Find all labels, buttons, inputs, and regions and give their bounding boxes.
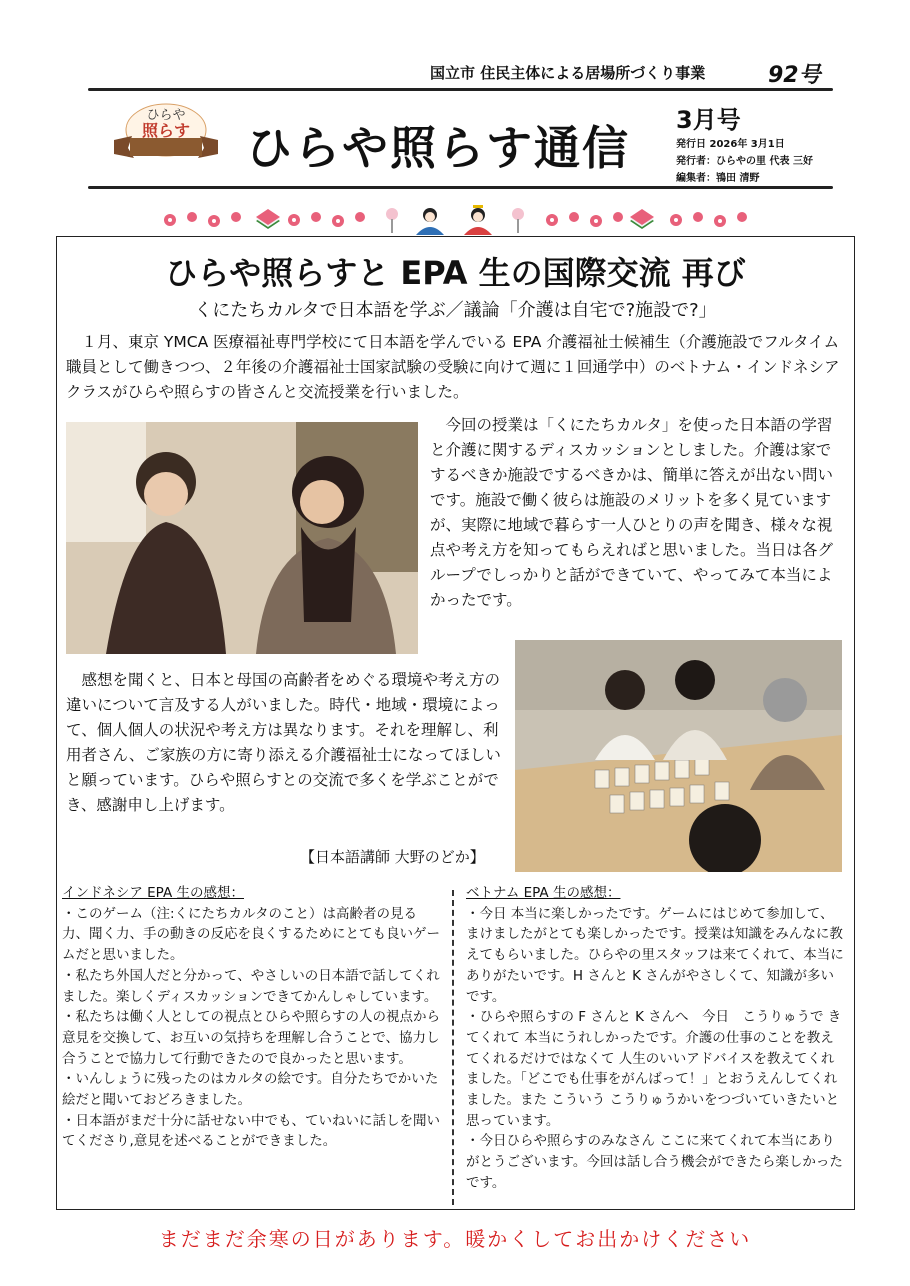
photo-students-talking [66,422,418,654]
column-divider [452,890,454,1205]
issue-month: 3月号 [676,106,741,134]
impressions-vietnam [466,883,846,1194]
list-item: ・私たち外国人だと分かって、やさしいの日本語で話してくれました。楽しくディスカッションできてかんしゃしています。 [62,967,440,1005]
issue-date: 発行日 2026年 3月1日 [676,139,785,150]
issue-number: 92号 [768,63,821,88]
article-paragraph-2: 感想を聞くと、日本と母国の高齢者をめぐる環境や考え方の違いについて言及する人がいました。時代・地域・環境によって、個人個人の状況や考え方は異なります。それを理解し、利用者さん、ご家族の方に寄り添える介護福祉士になってほしいと願っています。ひらや照らすとの交流で多くを学ぶことができ、感謝申し上げます。 [66,671,501,814]
impressions-indonesia [62,883,442,1152]
list-item: ・ひらや照らすの F さんと K さんへ 今日 こうりゅうで きてくれて 本当にうれしかったです。介護の仕事のことを教えてくれるだけではなくて 人生のいいアドバイスを教えてくれました。「どこでも仕事をがんばって！」とおうえんしてくれました。また こういう こうりゅうかいをつづいていきたいと思っています。 [466,1009,842,1129]
list-item: ・私たちは働く人としての視点とひらや照らすの人の視点から意見を交換して、お互いの気持ちを理解し合うことで、協力し合うことで協力して行動できたので良かったと思います。 [62,1009,440,1067]
footer-message: まだまだ余寒の日があります。暖かくしてお出かけください [158,1227,752,1251]
newsletter-title: ひらや照らす通信 [246,121,630,175]
article-signature: 【日本語講師 大野のどか】 [300,848,485,866]
plum-blossom-border-icon [160,205,750,235]
masthead-top-rule [88,88,833,91]
impressions-indonesia-title: インドネシア EPA 生の感想： [62,885,244,901]
editor-line: 編集者：鴇田 清野 [676,173,760,184]
publisher-org: 国立市 住民主体による居場所づくり事業 [430,64,706,82]
list-item: ・今日 本当に楽しかったです。ゲームにはじめて参加して、まけましたがとても楽しかったです。授業は知識をみんなに教えてもらいました。ひらやの里スタッフは来てくれて、本当にありがたいです。H さんと K さんがやさしくて、知識が多いです。 [466,905,844,1005]
list-item: ・今日ひらや照らすのみなさん ここに来てくれて本当にありがとうございます。今回は話し合う機会ができたら楽しかったです。 [466,1133,843,1191]
article-headline: ひらや照らすと EPA 生の国際交流 再び [165,254,746,292]
impressions-vietnam-title: ベトナム EPA 生の感想： [466,885,621,901]
list-item: ・このゲーム（注:くにたちカルタのこと）は高齢者の見る力、聞く力、手の動きの反応を良くするためにとても良いゲームだと思いました。 [62,905,440,964]
list-item: ・いんしょうに残ったのはカルタの絵です。自分たちでかいた絵だと聞いておどろきました。 [62,1071,439,1109]
article-subheadline: くにたちカルタで日本語を学ぶ／議論「介護は自宅で?施設で?」 [194,300,717,321]
list-item: ・日本語がまだ十分に話せない中でも、ていねいに話しを聞いてくださり,意見を述べることができました。 [62,1112,440,1150]
hiraya-terasu-logo-icon [110,100,222,164]
photo-karuta-game [515,640,842,872]
article-paragraph-1: 今回の授業は「くにたちカルタ」を使った日本語の学習と介護に関するディスカッションとしました。介護は家でするべきか施設でするべきかは、簡単に答えが出ない問いです。施設で働く彼らは施設のメリットを多く見ていますが、実際に地域で暮らす一人ひとりの声を聞き、様々な視点や考え方を知ってもらえればと思いました。当日は各グループでしっかりと話ができていて、やってみて本当によかったです。 [430,416,834,609]
logo-text-bottom: 照らす [141,121,191,140]
logo-text-top: ひらや [146,108,186,123]
publisher-line: 発行者：ひらやの里 代表 三好 [676,156,813,167]
article-intro: １月、東京 YMCA 医療福祉専門学校にて日本語を学んでいる EPA 介護福祉士候補生（介護施設でフルタイム職員として働きつつ、２年後の介護福祉士国家試験の受験に向けて週に１回通学中）のベトナム・インドネシアクラスがひらや照らすの皆さんと交流授業を行いました。 [66,333,840,401]
masthead-bottom-rule [88,186,833,189]
